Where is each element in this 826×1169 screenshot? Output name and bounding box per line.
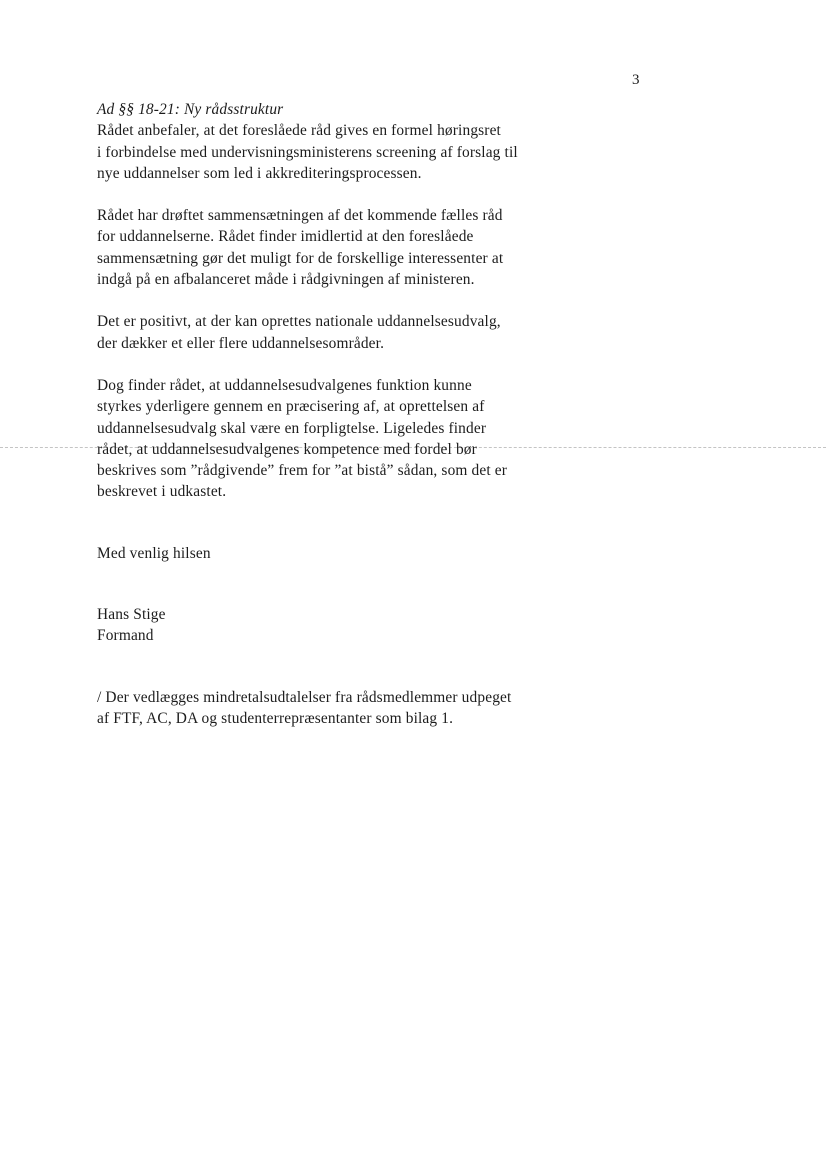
- text-line: Det er positivt, at der kan oprettes nationale uddannelsesudvalg,: [97, 313, 501, 331]
- text-line: uddannelsesudvalg skal være en forpligtelse. Ligeledes finder: [97, 419, 487, 437]
- text-line: der dækker et eller flere uddannelsesområder.: [97, 334, 385, 352]
- text-line: rådet, at uddannelsesudvalgenes kompetence med fordel bør: [97, 440, 477, 458]
- text-line: nye uddannelser som led i akkrediteringsprocessen.: [97, 164, 422, 182]
- section-heading: Ad §§ 18-21: Ny rådsstruktur: [97, 101, 284, 118]
- signer-name: Hans Stige: [97, 606, 166, 624]
- text-line: Dog finder rådet, at uddannelsesudvalgenes funktion kunne: [97, 376, 472, 394]
- paragraph-funktion: [97, 375, 597, 503]
- text-line: beskrives som ”rådgivende” frem for ”at bistå” sådan, som det er: [97, 462, 508, 480]
- text-line: Rådet anbefaler, at det foreslåede råd gives en formel høringsret: [97, 122, 501, 140]
- page-number: 3: [632, 72, 640, 88]
- paragraph-uddannelsesudvalg: [97, 311, 597, 354]
- paragraph-sammensaetning: [97, 205, 597, 290]
- text-line: indgå på en afbalanceret måde i rådgivningen af ministeren.: [97, 271, 475, 289]
- letter-body: [97, 99, 597, 729]
- text-line: for uddannelserne. Rådet finder imidlertid at den foreslåede: [97, 228, 474, 246]
- text-line: styrkes yderligere gennem en præcisering af, at oprettelsen af: [97, 398, 485, 416]
- text-line: sammensætning gør det muligt for de forskellige interessenter at: [97, 249, 504, 267]
- text-line: Rådet har drøftet sammensætningen af det kommende fælles råd: [97, 207, 503, 225]
- closing-greeting: Med venlig hilsen: [97, 544, 211, 562]
- signer-title: Formand: [97, 627, 154, 645]
- paragraph-horingsret: [97, 120, 597, 184]
- signature-block: [97, 604, 597, 647]
- text-line: af FTF, AC, DA og studenterrepræsentanter som bilag 1.: [97, 709, 454, 727]
- attachment-note: [97, 687, 597, 730]
- text-line: beskrevet i udkastet.: [97, 483, 227, 501]
- text-line: / Der vedlægges mindretalsudtalelser fra rådsmedlemmer udpeget: [97, 688, 512, 706]
- text-line: i forbindelse med undervisningsministerens screening af forslag til: [97, 143, 518, 161]
